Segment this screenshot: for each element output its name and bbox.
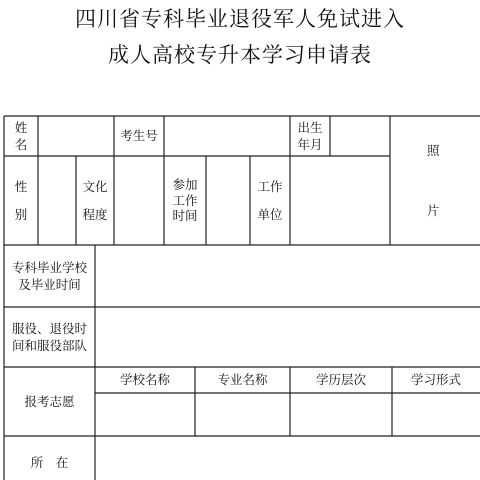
work-start-label-part-3: 时间 <box>172 208 198 224</box>
college-label <box>4 245 95 307</box>
location-label: 所 在 <box>30 455 69 471</box>
major-name-field[interactable] <box>195 393 290 436</box>
application-label: 报考志愿 <box>24 393 75 409</box>
service-label-part-2: 间和服役部队 <box>11 338 87 353</box>
school-name-field[interactable] <box>95 393 195 436</box>
service-label-part-1: 服役、退役时 <box>11 320 87 336</box>
name-label <box>4 116 38 156</box>
education-field[interactable] <box>114 156 164 245</box>
degree-level-header: 学历层次 <box>315 372 366 388</box>
birth-date-field[interactable] <box>330 116 390 156</box>
service-label <box>4 307 95 367</box>
work-unit-label-part-2: 单位 <box>257 207 283 222</box>
college-label-part-2: 及毕业时间 <box>18 277 81 292</box>
gender-label <box>4 156 38 245</box>
form-title-line-1: 四川省专科毕业退役军人免试进入 <box>75 7 405 31</box>
major-name-header: 专业名称 <box>217 372 268 388</box>
birth-date-label-part-2: 年月 <box>297 137 323 152</box>
name-label-part-1: 姓 <box>14 119 28 135</box>
work-start-label-part-1: 参加 <box>172 177 198 193</box>
name-field[interactable] <box>38 116 114 156</box>
school-name-header: 学校名称 <box>119 372 170 388</box>
gender-label-part-2: 别 <box>14 207 28 222</box>
birth-date-label <box>290 116 330 156</box>
study-mode-header: 学习形式 <box>410 372 461 388</box>
work-start-field[interactable] <box>206 156 250 245</box>
study-mode-field[interactable] <box>392 393 480 436</box>
name-label-part-2: 名 <box>14 137 28 152</box>
work-unit-field[interactable] <box>290 156 390 245</box>
college-field[interactable] <box>95 245 480 307</box>
service-field[interactable] <box>95 307 480 367</box>
college-label-part-1: 专科毕业学校 <box>11 259 87 275</box>
gender-label-part-1: 性 <box>14 178 28 194</box>
exam-number-field[interactable] <box>164 116 290 156</box>
photo-label-part-1: 照 <box>427 143 440 158</box>
degree-level-field[interactable] <box>290 393 392 436</box>
photo-slot[interactable] <box>390 116 480 245</box>
exam-number-label: 考生号 <box>120 128 158 144</box>
birth-date-label-part-1: 出生 <box>297 119 323 135</box>
form-title-line-2: 成人高校专升本学习申请表 <box>108 43 372 67</box>
work-start-label-part-2: 工作 <box>172 192 198 208</box>
education-label-part-1: 文化 <box>82 178 108 194</box>
gender-field[interactable] <box>38 156 76 245</box>
photo-label-part-2: 片 <box>427 203 440 218</box>
location-field[interactable] <box>95 436 480 480</box>
education-label <box>76 156 114 245</box>
work-unit-label-part-1: 工作 <box>257 178 283 194</box>
education-label-part-2: 程度 <box>82 207 108 222</box>
work-unit-label <box>250 156 290 245</box>
work-start-label <box>164 156 206 245</box>
